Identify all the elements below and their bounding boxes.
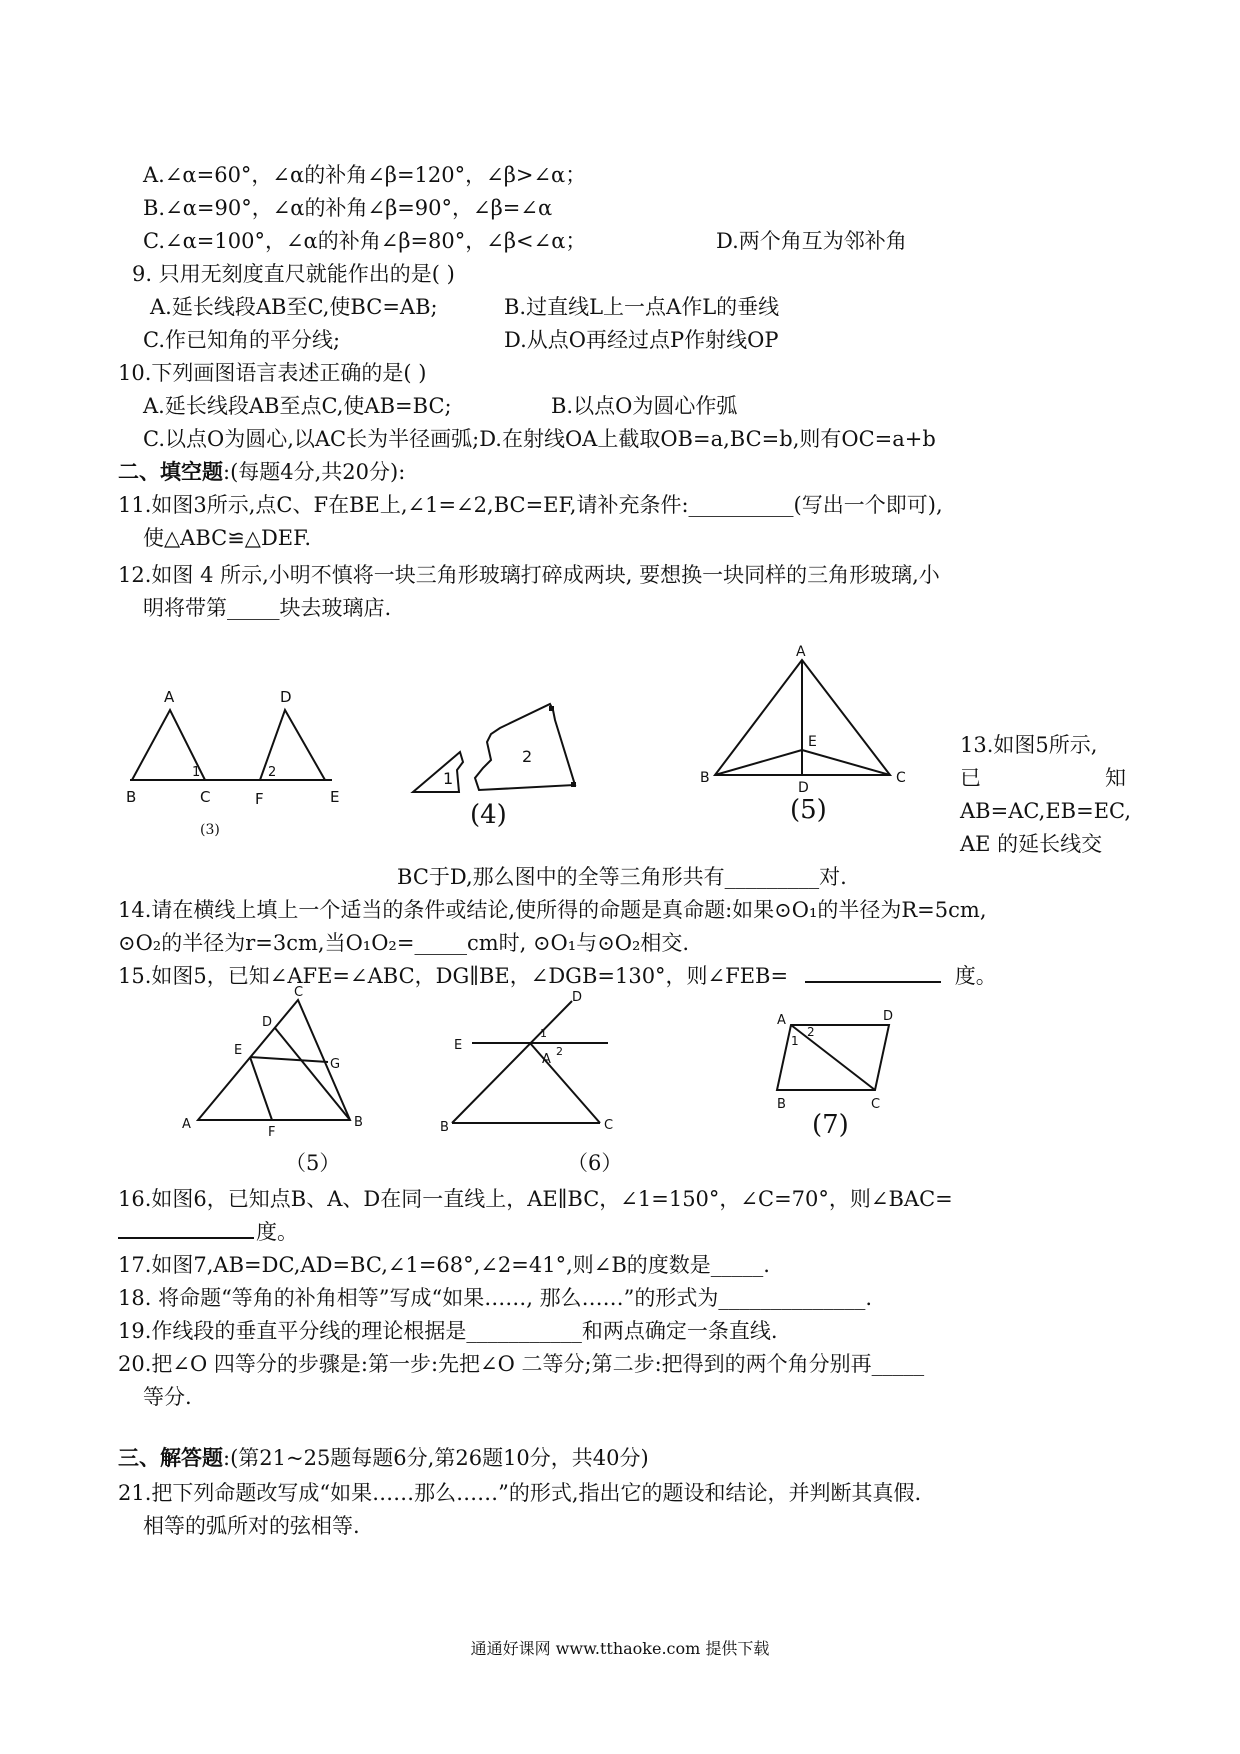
q15-stem: [118, 961, 997, 991]
q13-line5: BC于D,那么图中的全等三角形共有_________对.: [397, 865, 847, 889]
fig5b-label-b: B: [354, 1115, 363, 1130]
fig3-label-f: F: [255, 790, 264, 808]
fig5b-label-g: G: [330, 1057, 341, 1072]
fig4-caption: (4): [470, 800, 507, 830]
q14-line1: 14.请在横线上填上一个适当的条件或结论,使所得的命题是真命题:如果⊙O₁的半径为R=5cm,: [118, 898, 987, 922]
figure-5-parallel: [180, 985, 370, 1144]
q12-line1: 12.如图 4 所示,小明不慎将一块三角形玻璃打碎成两块, 要想换一块同样的三角形玻璃,小: [118, 563, 940, 587]
q10-option-cd: C.以点O为圆心,以AC长为半径画弧;D.在射线OA上截取OB=a,BC=b,则有OC=a+b: [143, 427, 936, 451]
fig3-angle-1: 1: [192, 765, 201, 780]
q11-line2: 使△ABC≌△DEF.: [143, 526, 312, 550]
fig5a-label-b: B: [700, 770, 710, 786]
fig3-label-e: E: [330, 788, 340, 806]
q13-line2-left: 已: [960, 766, 981, 790]
q16-line1: 16.如图6，已知点B、A、D在同一直线上，AE∥BC，∠1=150°，∠C=70°，则∠BAC=: [118, 1187, 953, 1211]
figure-7: [775, 1010, 925, 1114]
fig5b-label-e: E: [234, 1043, 243, 1058]
fig5b-label-f: F: [268, 1125, 276, 1140]
q13-line2-right: 知: [1105, 766, 1126, 790]
q9-option-b: B.过直线L上一点A作L的垂线: [504, 295, 780, 319]
q21-stem: 21.把下列命题改写成“如果……那么……”的形式,指出它的题设和结论，并判断其真假.: [118, 1481, 922, 1505]
q20-line1: 20.把∠O 四等分的步骤是:第一步:先把∠O 二等分;第二步:把得到的两个角分别再_____: [118, 1352, 925, 1376]
q20-line2: 等分.: [143, 1385, 192, 1409]
figure-5-isosceles: [700, 644, 940, 796]
fig6-angle-2: 2: [556, 1045, 563, 1058]
q8-option-d: D.两个角互为邻补角: [716, 229, 907, 253]
fig6-caption: （6）: [567, 1151, 623, 1175]
q10-stem: 10.下列画图语言表述正确的是( ): [118, 361, 427, 385]
section-2-heading: [118, 457, 405, 487]
figure-6: [440, 990, 620, 1139]
q11-line1: 11.如图3所示,点C、F在BE上,∠1=∠2,BC=EF,请补充条件:__________(写出一个即可),: [118, 493, 943, 517]
q17: 17.如图7,AB=DC,AD=BC,∠1=68°,∠2=41°,则∠B的度数是_____.: [118, 1253, 770, 1277]
q21-proposition: 相等的弧所对的弦相等.: [143, 1514, 360, 1538]
fig6-label-b: B: [440, 1120, 449, 1135]
fig5b-label-d: D: [262, 1015, 273, 1030]
figure-4: [405, 700, 605, 814]
fig5b-label-a: A: [182, 1117, 191, 1132]
fig3-label-c: C: [200, 788, 211, 806]
fig3-label-d: D: [280, 688, 292, 706]
q10-option-a: A.延长线段AB至点C,使AB=BC;: [143, 394, 452, 418]
fig4-piece-2: 2: [522, 747, 533, 766]
fig3-caption: (3): [200, 822, 220, 838]
q8-option-c: C.∠α=100°，∠α的补角∠β=80°，∠β<∠α；: [143, 229, 587, 253]
fig7-label-b: B: [777, 1097, 786, 1112]
page-footer: 通通好课网 www.tthaoke.com 提供下载: [470, 1639, 770, 1658]
fig7-caption: (7): [812, 1110, 849, 1140]
q8-option-b: B.∠α=90°，∠α的补角∠β=90°，∠β=∠α: [143, 196, 553, 220]
q10-option-b: B.以点O为圆心作弧: [551, 394, 738, 418]
q15-unit: 度。: [954, 964, 997, 988]
fig5a-label-d: D: [798, 780, 809, 796]
fig6-label-c: C: [604, 1118, 614, 1133]
fig6-label-d: D: [572, 990, 583, 1005]
fig5b-label-c: C: [294, 985, 304, 1000]
q12-line2: 明将带第_____块去玻璃店.: [143, 596, 392, 620]
q16-unit: 度。: [256, 1220, 298, 1244]
section-3-points: :(第21~25题每题6分,第26题10分，共40分): [223, 1446, 649, 1470]
q16-answer-blank: [118, 1219, 254, 1239]
q18: 18. 将命题“等角的补角相等”写成“如果……, 那么……”的形式为______________.: [118, 1286, 873, 1310]
q9-option-d: D.从点O再经过点P作射线OP: [504, 328, 779, 352]
fig5a-label-a: A: [796, 644, 806, 660]
q9-option-a: A.延长线段AB至C,使BC=AB;: [150, 295, 438, 319]
fig7-label-c: C: [871, 1097, 881, 1112]
fig4-piece-1: 1: [443, 769, 454, 788]
q19: 19.作线段的垂直平分线的理论根据是___________和两点确定一条直线.: [118, 1319, 778, 1343]
fig6-label-e: E: [454, 1038, 463, 1053]
q15-answer-blank: [805, 963, 941, 983]
q15-text: 15.如图5，已知∠AFE=∠ABC，DG∥BE，∠DGB=130°，则∠FEB=: [118, 964, 789, 988]
fig3-angle-2: 2: [268, 765, 277, 780]
q13-line1: 13.如图5所示,: [960, 733, 1098, 757]
q9-stem: 9. 只用无刻度直尺就能作出的是( ): [132, 262, 455, 286]
section-2-title: 二、填空题: [118, 459, 223, 484]
fig6-label-a: A: [542, 1052, 551, 1067]
fig5a-label-e: E: [808, 734, 817, 750]
q16-line2: [118, 1217, 298, 1247]
fig5a-caption: (5): [790, 795, 827, 825]
q14-line2: ⊙O₂的半径为r=3cm,当O₁O₂=_____cm时, ⊙O₁与⊙O₂相交.: [118, 931, 690, 955]
section-3-title: 三、解答题: [118, 1445, 223, 1470]
fig7-label-d: D: [883, 1009, 894, 1024]
q13-line3: AB=AC,EB=EC,: [960, 799, 1132, 823]
section-3-heading: [118, 1443, 649, 1473]
q13-line4: AE 的延长线交: [960, 832, 1103, 856]
q9-option-c: C.作已知角的平分线;: [143, 328, 341, 352]
fig5b-caption: （5）: [285, 1151, 341, 1175]
fig7-angle-2: 2: [807, 1025, 815, 1039]
fig6-angle-1: 1: [540, 1027, 547, 1040]
section-2-points: :(每题4分,共20分):: [223, 460, 406, 484]
fig7-angle-1: 1: [791, 1034, 799, 1048]
fig3-label-a: A: [164, 688, 175, 706]
fig5a-label-c: C: [896, 770, 906, 786]
q8-option-a: A.∠α=60°，∠α的补角∠β=120°，∠β>∠α；: [143, 163, 587, 187]
fig7-label-a: A: [777, 1013, 786, 1028]
figure-3: [120, 680, 350, 834]
fig3-label-b: B: [126, 788, 137, 806]
